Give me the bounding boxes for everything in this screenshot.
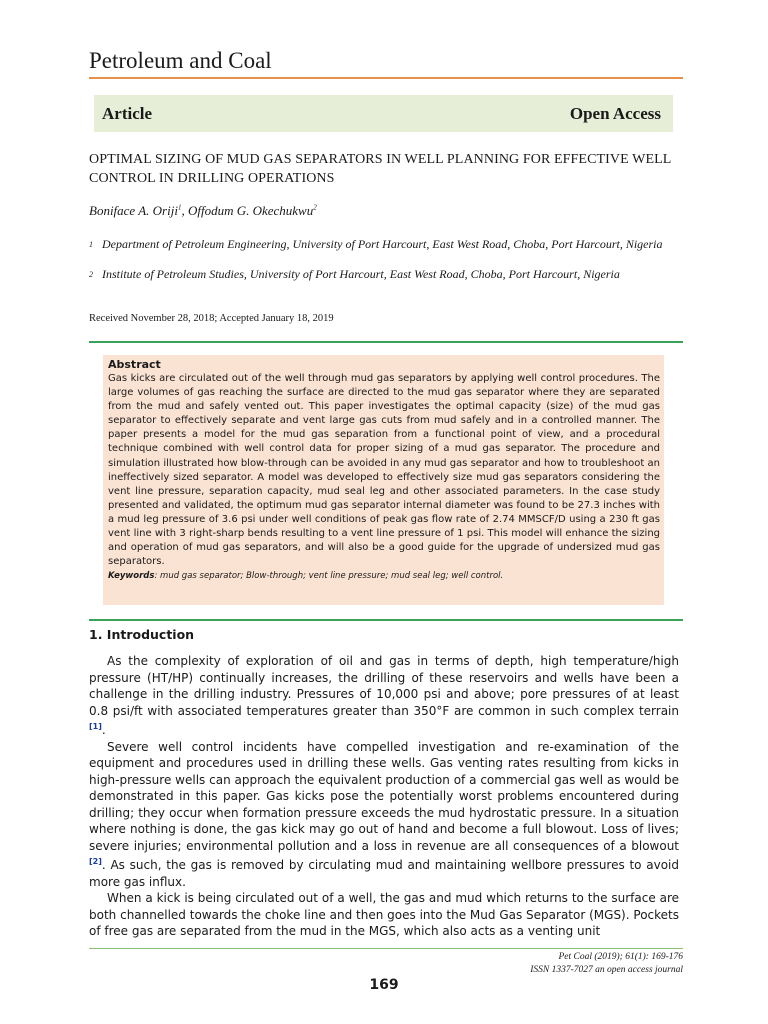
affiliation-text: Department of Petroleum Engineering, University of Port Harcourt, East West Road, Choba, Port Harcourt, Nigeria <box>102 237 663 251</box>
open-access-label: Open Access <box>569 103 661 123</box>
affiliation-number: 2 <box>89 270 93 279</box>
abstract-bottom-divider <box>89 619 683 621</box>
affiliation-item <box>89 267 683 282</box>
paragraph-text: As the complexity of exploration of oil and gas in terms of depth, high temperature/high pressure (HT/HP) continually increases, the drilling of these reservoirs and wells have been a challenge in the drilling industry. Pressures of 10,000 psi and above; pore pressures of at least 0.8 psi/ft with associated temperatures greater than 350°F are common in such complex terrain <box>89 654 679 718</box>
author-name: Boniface A. Oriji <box>89 203 178 218</box>
abstract-top-divider <box>89 341 683 343</box>
paragraph <box>89 653 679 739</box>
page-number: 169 <box>369 977 399 993</box>
keywords-label: Keywords <box>108 571 155 582</box>
affiliation-number: 1 <box>89 240 93 249</box>
abstract-heading: Abstract <box>108 358 161 371</box>
paragraph-text-tail: . As such, the gas is removed by circulating mud and maintaining wellbore pressures to avoid more gas influx. <box>89 858 679 889</box>
paragraph-text: When a kick is being circulated out of a well, the gas and mud which returns to the surface are both channelled towards the choke line and then goes into the Mud Gas Separator (MGS). Pockets of free gas are separated from the mud in the MGS, which also acts as a venting unit <box>89 891 679 938</box>
paragraph-text: Severe well control incidents have compelled investigation and re-examination of the equipment and procedures used in drilling these wells. Gas venting rates resulting from kicks in high-pressure wells can approach the equivalent production of a commercial gas well as would be demonstrated in this paper. Gas kicks pose the potentially worst problems encountered during drilling; they occur when formation pressure exceeds the mud hydrostatic pressure. In a situation where nothing is done, the gas kick may go out of hand and become a full blowout. Loss of lives; severe injuries; environmental pollution and a loss in revenue are all consequences of a blowout <box>89 739 679 853</box>
affiliation-text: Institute of Petroleum Studies, University of Port Harcourt, East West Road, Choba, Port Harcourt, Nigeria <box>102 267 620 281</box>
keywords-list: : mud gas separator; Blow-through; vent line pressure; mud seal leg; well control. <box>154 571 504 582</box>
section-heading: 1. Introduction <box>89 627 195 642</box>
citation-link[interactable]: [1] <box>89 722 102 731</box>
abstract-text: Gas kicks are circulated out of the well through mud gas separators by applying well control procedures. The large volumes of gas reaching the surface are directed to the mud gas separator where they are separated from the mud and safely vented out. This paper investigates the optimal capacity (size) of the mud gas separator to effectively separate and vent large gas cuts from mud safely and in a controlled manner. The paper presents a model for the mud gas separation from a functional point of view, and a procedural technique combined with well control data for proper sizing of a mud gas separator. The procedure and simulation illustrated how blow-through can be avoided in any mud gas separator and how to troubleshoot an ineffectively sized separator. A model was developed to effectively size mud gas separators considering the vent line pressure, separation capacity, mud seal leg and other associated parameters. In the case study presented and validated, the optimum mud gas separator internal diameter was found to be 27.3 inches with a mud leg pressure of 3.6 psi under well conditions of peak gas flow rate of 2.74 MMSCF/D using a 230 ft gas vent line with 3 right-sharp bends resulting to a vent line pressure of 1 psi. This model will enhance the sizing and operation of mud gas separators, and will also be a good guide for the upgrade of undersized mud gas separators. <box>108 373 660 568</box>
abstract-box <box>103 355 664 605</box>
paragraph-text-tail: . <box>101 723 106 737</box>
affiliation-item <box>89 237 683 252</box>
keywords-line <box>108 571 660 581</box>
article-type-banner <box>94 95 673 132</box>
paragraph <box>89 739 679 891</box>
author-affiliation-marker: 2 <box>313 203 317 212</box>
footer-citation: Pet Coal (2019); 61(1): 169-176 <box>558 952 683 962</box>
footer-issn: ISSN 1337-7027 an open access journal <box>530 965 683 975</box>
citation-link[interactable]: [2] <box>89 857 102 866</box>
journal-name: Petroleum and Coal <box>89 48 272 73</box>
paper-title: OPTIMAL SIZING OF MUD GAS SEPARATORS IN WELL PLANNING FOR EFFECTIVE WELL CONTROL IN DRILLING OPERATIONS <box>89 152 671 186</box>
author-affiliation-marker: 1 <box>177 203 182 212</box>
body-text <box>89 653 679 940</box>
author-list: Boniface A. Oriji$^1$, Offodum G. Okechukwu$^2$ <box>89 203 317 218</box>
header-divider <box>89 77 683 79</box>
paragraph <box>89 890 679 940</box>
article-label: Article <box>102 103 153 123</box>
received-dates: Received November 28, 2018; Accepted January 18, 2019 <box>89 313 334 324</box>
author-name: Offodum G. Okechukwu <box>187 203 314 218</box>
footer-divider <box>89 948 683 949</box>
